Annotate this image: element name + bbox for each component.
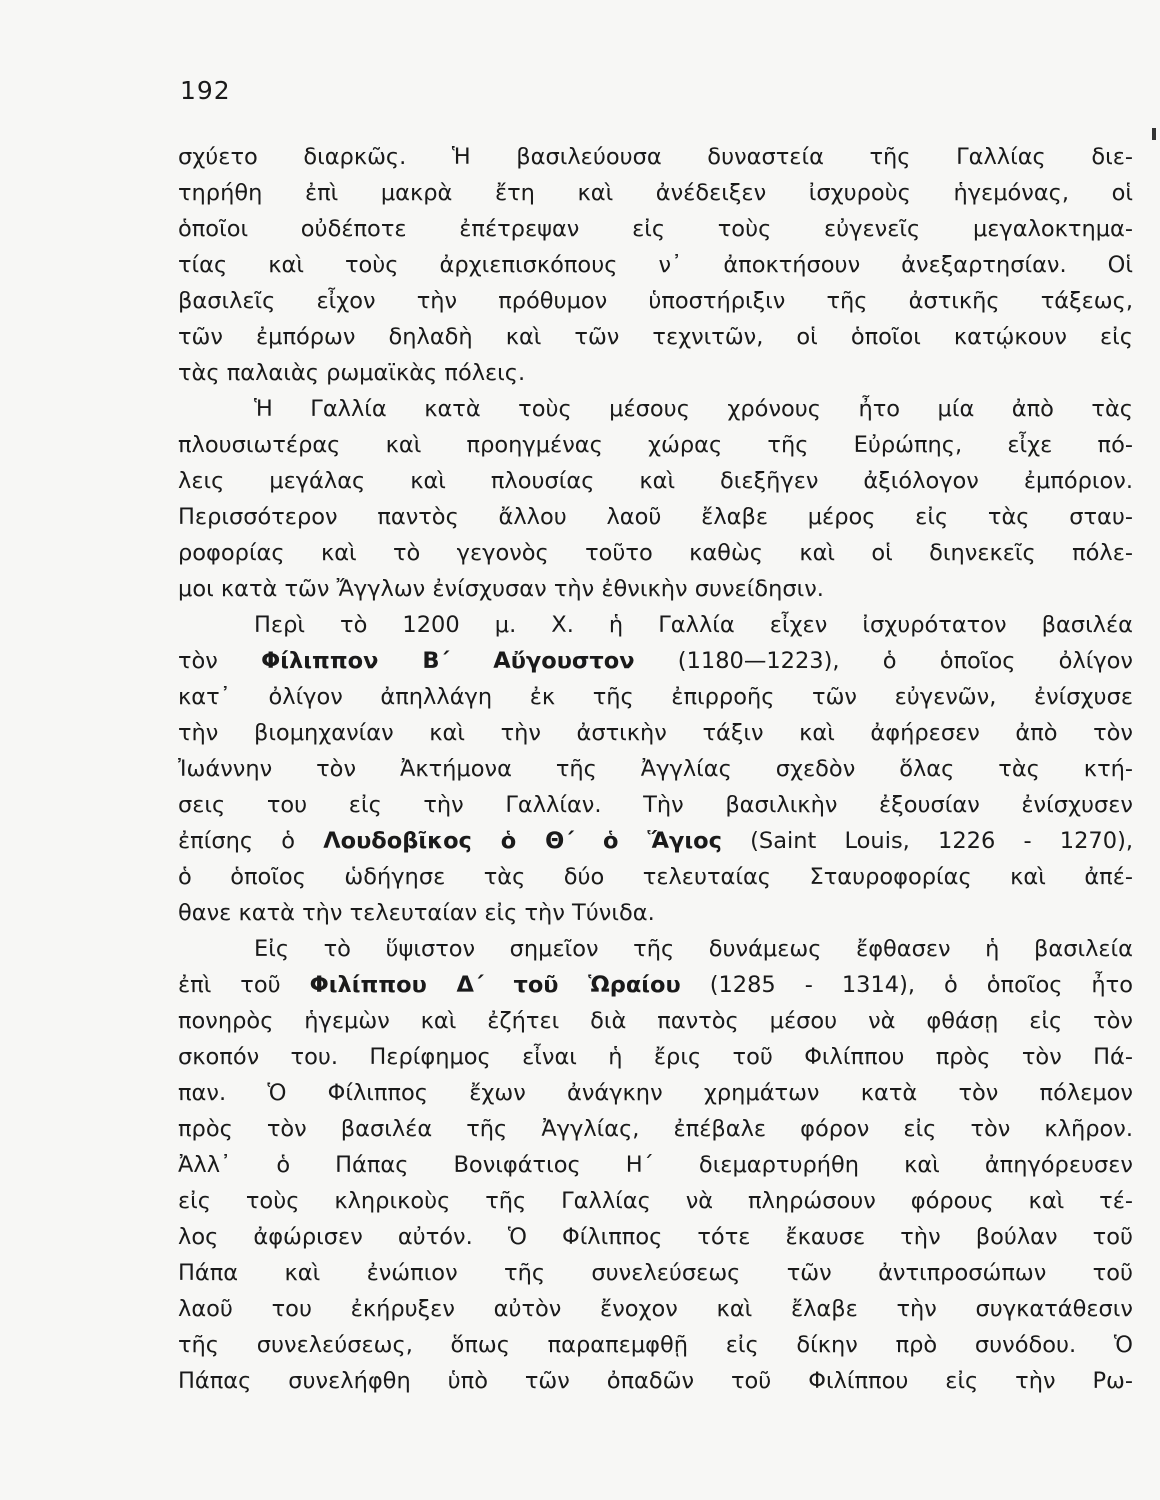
- text-run: (1180—1223), ὁ ὁποῖος ὀλίγον: [634, 648, 1133, 674]
- text-line: εἰς τοὺς κληρικοὺς τῆς Γαλλίας νὰ πληρώσουν φόρους καὶ τέ-: [178, 1188, 1133, 1214]
- text-line: Ἰωάννην τὸν Ἀκτήμονα τῆς Ἀγγλίας σχεδὸν ὅλας τὰς κτή-: [178, 756, 1133, 782]
- text-run: (1285 - 1314), ὁ ὁποῖος ἦτο: [680, 972, 1133, 998]
- text-line: Πάπα καὶ ἐνώπιον τῆς συνελεύσεως τῶν ἀντιπροσώπων τοῦ: [178, 1260, 1133, 1286]
- bold-name: Φιλίππου Δ΄ τοῦ Ὡραίου: [309, 972, 681, 998]
- body-text: [178, 139, 1133, 1399]
- text-line: τηρήθη ἐπὶ μακρὰ ἔτη καὶ ἀνέδειξεν ἰσχυροὺς ἡγεμόνας, οἱ: [178, 180, 1133, 206]
- text-line: Ἀλλ᾽ ὁ Πάπας Βονιφάτιος Η΄ διεμαρτυρήθη καὶ ἀπηγόρευσεν: [178, 1152, 1133, 1178]
- text-line: τίας καὶ τοὺς ἀρχιεπισκόπους ν᾽ ἀποκτήσουν ἀνεξαρτησίαν. Οἱ: [178, 252, 1133, 278]
- text-line: ροφορίας καὶ τὸ γεγονὸς τοῦτο καθὼς καὶ οἱ διηνεκεῖς πόλε-: [178, 540, 1133, 566]
- text-line: λεις μεγάλας καὶ πλουσίας καὶ διεξῆγεν ἀξιόλογον ἐμπόριον.: [178, 468, 1133, 494]
- text-line: [178, 823, 1133, 859]
- text-line: τὴν βιομηχανίαν καὶ τὴν ἀστικὴν τάξιν καὶ ἀφήρεσεν ἀπὸ τὸν: [178, 720, 1133, 746]
- text-line: λος ἀφώρισεν αὐτόν. Ὁ Φίλιππος τότε ἔκαυσε τὴν βούλαν τοῦ: [178, 1224, 1133, 1250]
- text-line: σχύετο διαρκῶς. Ἡ βασιλεύουσα δυναστεία τῆς Γαλλίας διε-: [178, 144, 1133, 170]
- bold-name: Λουδοβῖκος ὁ Θ΄ ὁ Ἅγιος: [323, 828, 722, 854]
- text-run: τὸν: [178, 648, 262, 674]
- text-line: σκοπόν του. Περίφημος εἶναι ἡ ἔρις τοῦ Φιλίππου πρὸς τὸν Πά-: [178, 1044, 1133, 1070]
- text-line: Περὶ τὸ 1200 μ. Χ. ἡ Γαλλία εἶχεν ἰσχυρότατον βασιλέα: [254, 612, 1133, 638]
- text-line: μοι κατὰ τῶν Ἄγγλων ἐνίσχυσαν τὴν ἐθνικὴν συνείδησιν.: [178, 576, 824, 602]
- text-line: Εἰς τὸ ὕψιστον σημεῖον τῆς δυνάμεως ἔφθασεν ἡ βασιλεία: [254, 936, 1133, 962]
- text-line: τὰς παλαιὰς ρωμαϊκὰς πόλεις.: [178, 360, 526, 386]
- page-edge-mark: [1152, 128, 1156, 140]
- text-line: ὁποῖοι οὐδέποτε ἐπέτρεψαν εἰς τοὺς εὐγενεῖς μεγαλοκτημα-: [178, 216, 1133, 242]
- text-line: σεις του εἰς τὴν Γαλλίαν. Τὴν βασιλικὴν ἐξουσίαν ἐνίσχυσεν: [178, 792, 1133, 818]
- text-line: πονηρὸς ἡγεμὼν καὶ ἐζήτει διὰ παντὸς μέσου νὰ φθάσῃ εἰς τὸν: [178, 1008, 1133, 1034]
- text-line: βασιλεῖς εἶχον τὴν πρόθυμον ὑποστήριξιν τῆς ἀστικῆς τάξεως,: [178, 288, 1133, 314]
- text-line: πρὸς τὸν βασιλέα τῆς Ἀγγλίας, ἐπέβαλε φόρον εἰς τὸν κλῆρον.: [178, 1116, 1133, 1142]
- text-line: θανε κατὰ τὴν τελευταίαν εἰς τὴν Τύνιδα.: [178, 900, 655, 926]
- text-line: πλουσιωτέρας καὶ προηγμένας χώρας τῆς Εὐρώπης, εἶχε πό-: [178, 432, 1133, 458]
- text-line: λαοῦ του ἐκήρυξεν αὐτὸν ἔνοχον καὶ ἔλαβε τὴν συγκατάθεσιν: [178, 1296, 1133, 1322]
- text-line: κατ᾽ ὀλίγον ἀπηλλάγη ἐκ τῆς ἐπιρροῆς τῶν εὐγενῶν, ἐνίσχυσε: [178, 684, 1133, 710]
- text-line: παν. Ὁ Φίλιππος ἔχων ἀνάγκην χρημάτων κατὰ τὸν πόλεμον: [178, 1080, 1133, 1106]
- text-run: (Saint Louis, 1226 - 1270),: [721, 828, 1133, 854]
- text-line: τῆς συνελεύσεως, ὅπως παραπεμφθῇ εἰς δίκην πρὸ συνόδου. Ὁ: [178, 1332, 1133, 1358]
- text-line: τῶν ἐμπόρων δηλαδὴ καὶ τῶν τεχνιτῶν, οἱ ὁποῖοι κατῴκουν εἰς: [178, 324, 1133, 350]
- bold-name: Φίλιππον Β΄ Αὔγουστον: [261, 648, 635, 674]
- text-line: [178, 643, 1133, 679]
- text-line: Πάπας συνελήφθη ὑπὸ τῶν ὀπαδῶν τοῦ Φιλίππου εἰς τὴν Ρω-: [178, 1368, 1133, 1394]
- page-number: 192: [180, 76, 231, 105]
- text-line: ὁ ὁποῖος ὡδήγησε τὰς δύο τελευταίας Σταυροφορίας καὶ ἀπέ-: [178, 864, 1133, 890]
- text-line: [178, 967, 1133, 1003]
- text-line: Περισσότερον παντὸς ἄλλου λαοῦ ἔλαβε μέρος εἰς τὰς σταυ-: [178, 504, 1133, 530]
- text-run: ἐπὶ τοῦ: [178, 972, 310, 998]
- text-run: ἐπίσης ὁ: [178, 828, 324, 854]
- text-line: Ἡ Γαλλία κατὰ τοὺς μέσους χρόνους ἦτο μία ἀπὸ τὰς: [254, 396, 1133, 422]
